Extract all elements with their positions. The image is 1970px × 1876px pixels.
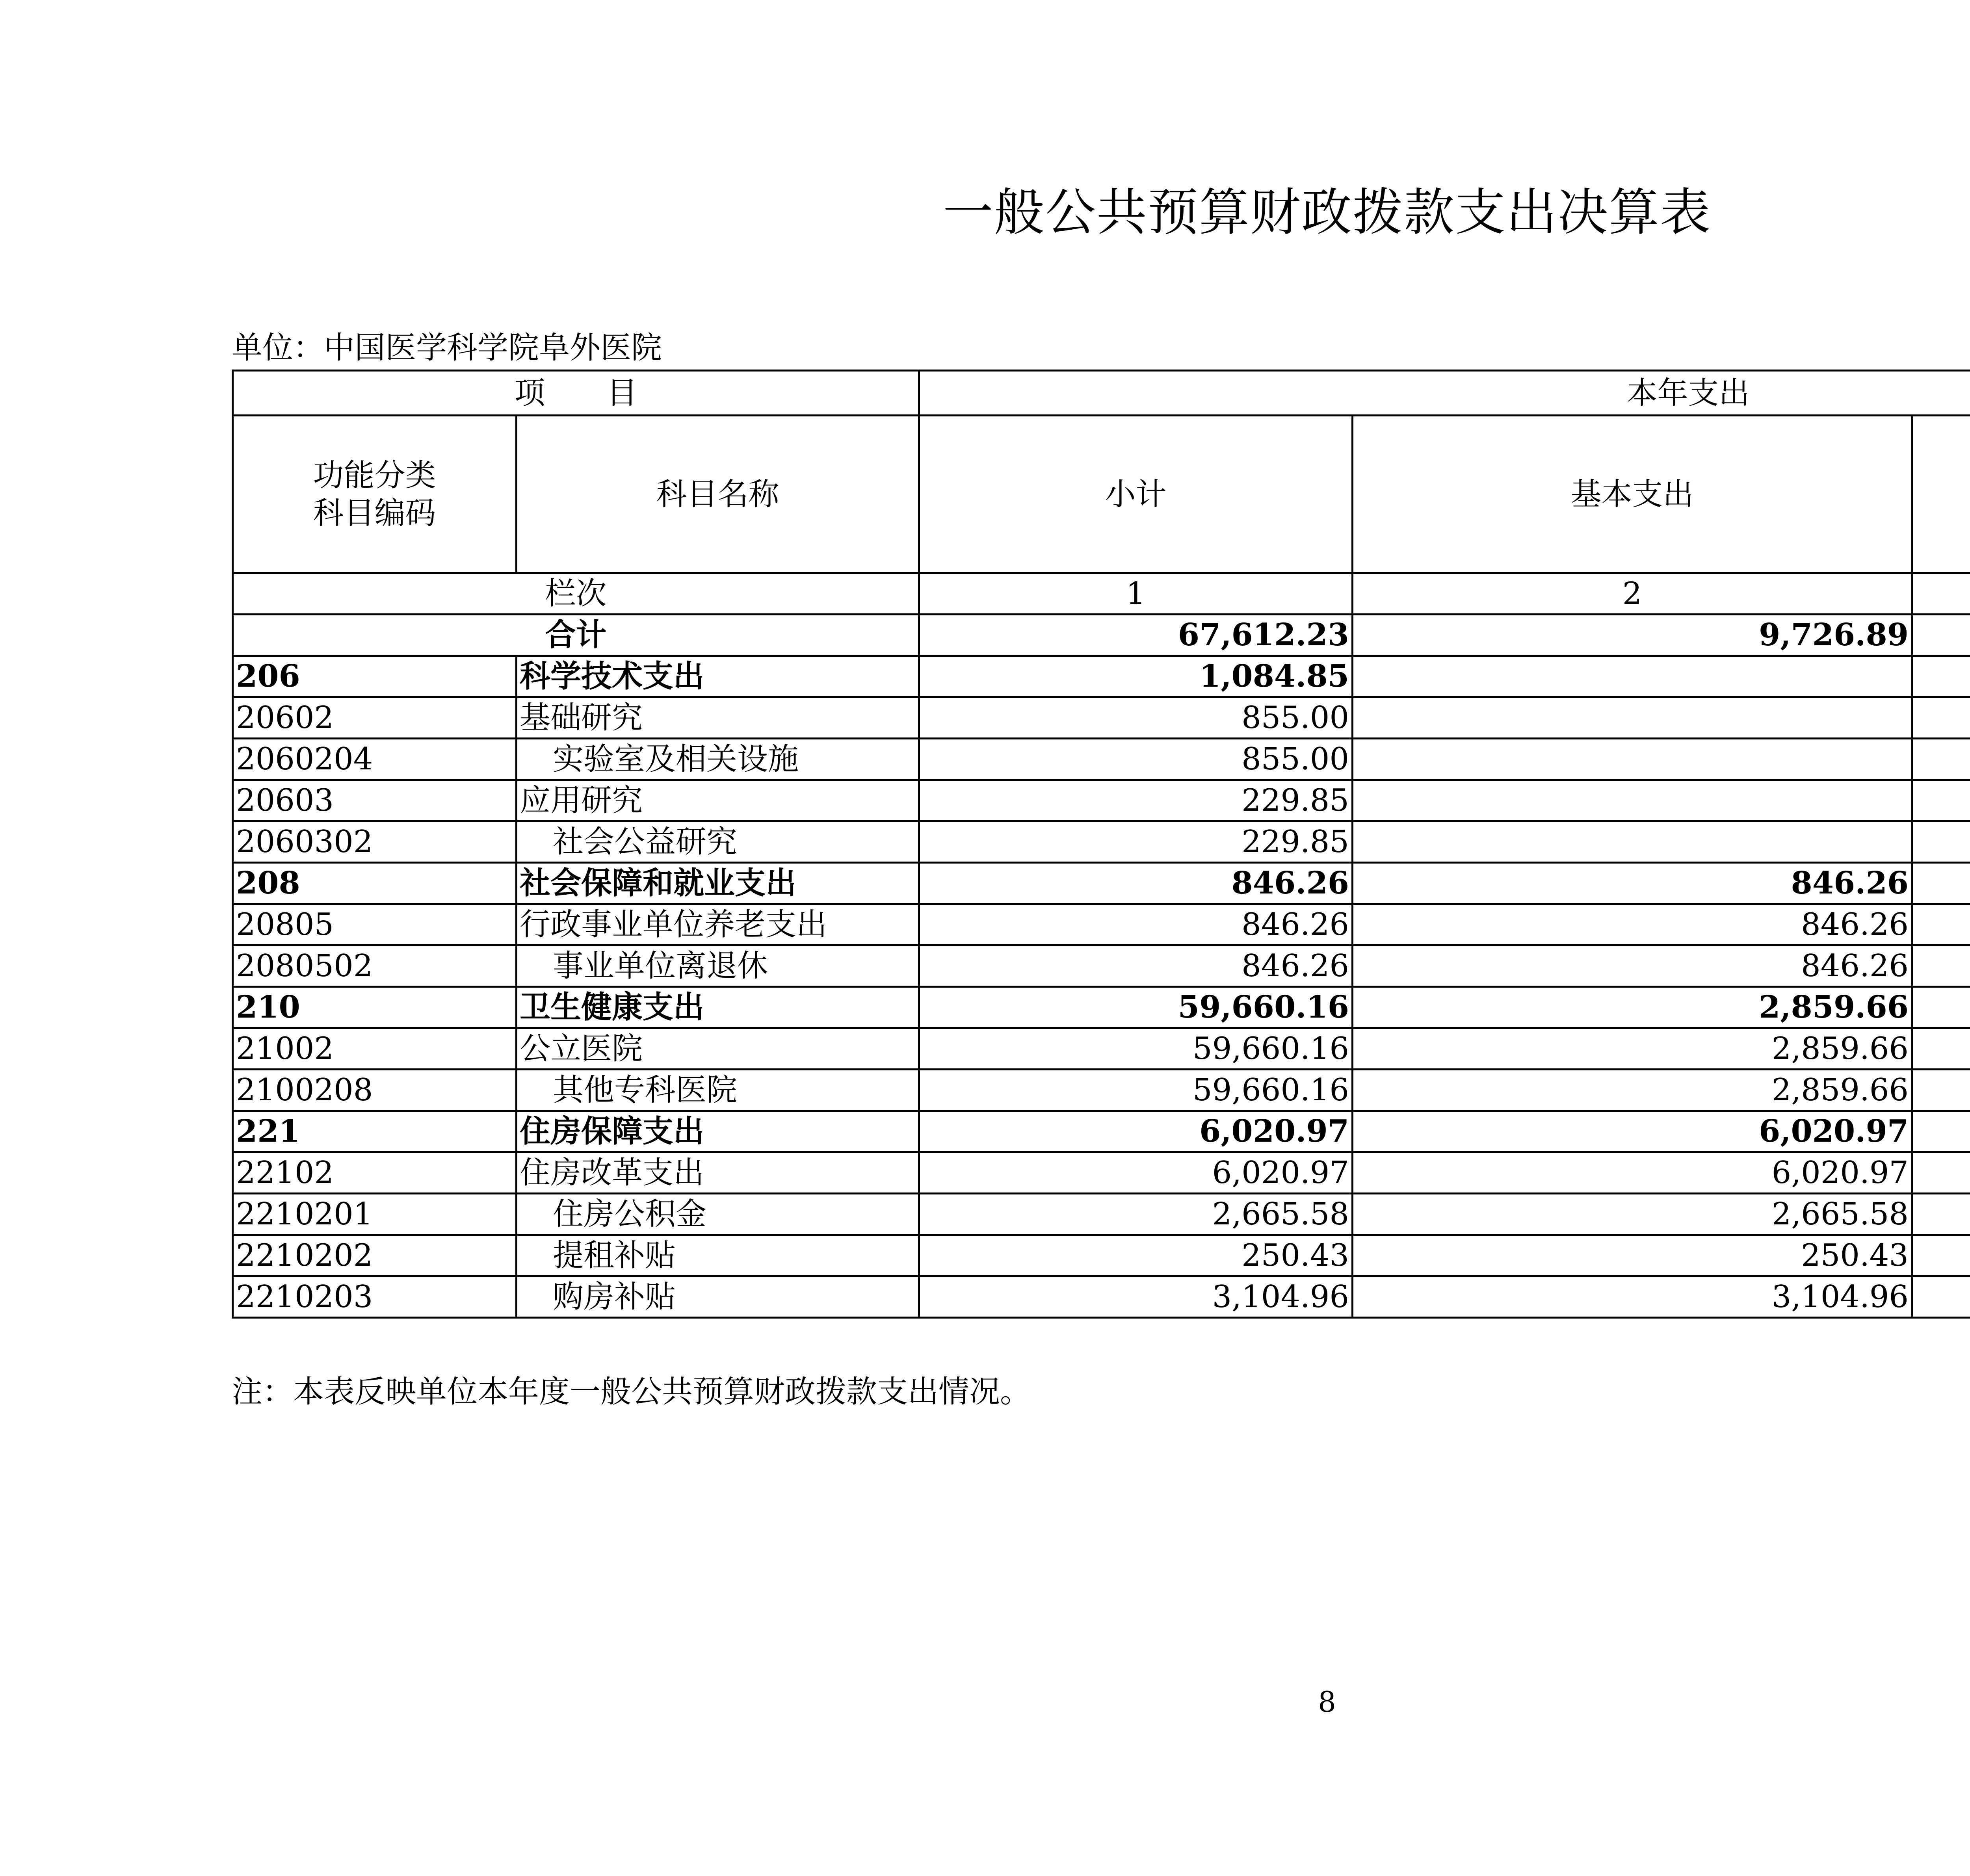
row-subtotal: 229.85 bbox=[919, 780, 1353, 821]
row-name: 实验室及相关设施 bbox=[517, 739, 919, 780]
row-basic bbox=[1353, 780, 1912, 821]
row-basic: 6,020.97 bbox=[1353, 1152, 1912, 1194]
header-subtotal: 小计 bbox=[919, 416, 1353, 573]
row-subtotal: 846.26 bbox=[919, 904, 1353, 945]
row-basic: 2,859.66 bbox=[1353, 987, 1912, 1028]
row-code: 2210202 bbox=[233, 1235, 517, 1276]
header-row-columns bbox=[233, 416, 1970, 573]
row-code: 208 bbox=[233, 863, 517, 904]
total-basic: 9,726.89 bbox=[1353, 615, 1912, 656]
table-row bbox=[233, 1152, 1970, 1194]
header-current-year: 本年支出 bbox=[919, 371, 1970, 416]
header-basic: 基本支出 bbox=[1353, 416, 1912, 573]
row-item bbox=[1912, 697, 1970, 739]
row-basic: 2,859.66 bbox=[1353, 1028, 1912, 1070]
row-item bbox=[1912, 1152, 1970, 1194]
table-row bbox=[233, 987, 1970, 1028]
row-basic: 846.26 bbox=[1353, 945, 1912, 987]
table-note: 注：本表反映单位本年度一般公共预算财政拨款支出情况。 bbox=[232, 1374, 1031, 1410]
row-basic: 2,859.66 bbox=[1353, 1070, 1912, 1111]
row-name: 社会保障和就业支出 bbox=[517, 863, 919, 904]
row-name: 卫生健康支出 bbox=[517, 987, 919, 1028]
row-label: 栏次 bbox=[233, 573, 919, 615]
header-project: 项 目 bbox=[233, 371, 919, 416]
total-label: 合计 bbox=[233, 615, 919, 656]
row-subtotal: 229.85 bbox=[919, 821, 1353, 863]
row-basic: 6,020.97 bbox=[1353, 1111, 1912, 1152]
row-name: 住房公积金 bbox=[517, 1194, 919, 1235]
row-name: 提租补贴 bbox=[517, 1235, 919, 1276]
row-subtotal: 59,660.16 bbox=[919, 1070, 1353, 1111]
row-code: 210 bbox=[233, 987, 517, 1028]
row-code: 20603 bbox=[233, 780, 517, 821]
row-code: 2210201 bbox=[233, 1194, 517, 1235]
total-row bbox=[233, 615, 1970, 656]
row-subtotal: 250.43 bbox=[919, 1235, 1353, 1276]
table-body bbox=[233, 371, 1970, 1318]
row-basic bbox=[1353, 656, 1912, 697]
row-name: 公立医院 bbox=[517, 1028, 919, 1070]
table-row bbox=[233, 1276, 1970, 1318]
row-code: 20805 bbox=[233, 904, 517, 945]
row-subtotal: 59,660.16 bbox=[919, 1028, 1353, 1070]
row-item bbox=[1912, 1235, 1970, 1276]
row-code: 20602 bbox=[233, 697, 517, 739]
row-item bbox=[1912, 821, 1970, 863]
table-row bbox=[233, 821, 1970, 863]
row-code: 206 bbox=[233, 656, 517, 697]
row-subtotal: 6,020.97 bbox=[919, 1152, 1353, 1194]
row-basic bbox=[1353, 697, 1912, 739]
col-index-2: 2 bbox=[1353, 573, 1912, 615]
table-row bbox=[233, 1070, 1970, 1111]
row-item bbox=[1912, 656, 1970, 697]
row-code: 22102 bbox=[233, 1152, 517, 1194]
row-item bbox=[1912, 1111, 1970, 1152]
header-code-label: 功能分类科目编码 bbox=[313, 457, 436, 531]
row-name: 行政事业单位养老支出 bbox=[517, 904, 919, 945]
row-item bbox=[1912, 945, 1970, 987]
row-code: 2060302 bbox=[233, 821, 517, 863]
expenditure-table bbox=[232, 370, 1970, 1319]
row-item bbox=[1912, 1028, 1970, 1070]
total-item bbox=[1912, 615, 1970, 656]
row-subtotal: 3,104.96 bbox=[919, 1276, 1353, 1318]
table-row bbox=[233, 1194, 1970, 1235]
header-name: 科目名称 bbox=[517, 416, 919, 573]
table-row bbox=[233, 945, 1970, 987]
row-subtotal: 846.26 bbox=[919, 945, 1353, 987]
row-name: 科学技术支出 bbox=[517, 656, 919, 697]
row-name: 应用研究 bbox=[517, 780, 919, 821]
table-row bbox=[233, 863, 1970, 904]
row-name: 基础研究 bbox=[517, 697, 919, 739]
row-subtotal: 6,020.97 bbox=[919, 1111, 1353, 1152]
row-code: 2060204 bbox=[233, 739, 517, 780]
row-basic: 2,665.58 bbox=[1353, 1194, 1912, 1235]
row-name: 社会公益研究 bbox=[517, 821, 919, 863]
row-basic: 846.26 bbox=[1353, 904, 1912, 945]
row-basic: 3,104.96 bbox=[1353, 1276, 1912, 1318]
row-item bbox=[1912, 739, 1970, 780]
row-basic: 846.26 bbox=[1353, 863, 1912, 904]
row-code: 2080502 bbox=[233, 945, 517, 987]
row-item bbox=[1912, 1194, 1970, 1235]
col-index-3 bbox=[1912, 573, 1970, 615]
page-number: 8 bbox=[1318, 1685, 1336, 1718]
row-item bbox=[1912, 904, 1970, 945]
row-name: 住房保障支出 bbox=[517, 1111, 919, 1152]
col-index-1: 1 bbox=[919, 573, 1353, 615]
table-row bbox=[233, 739, 1970, 780]
table-row bbox=[233, 697, 1970, 739]
row-code: 221 bbox=[233, 1111, 517, 1152]
header-row-top bbox=[233, 371, 1970, 416]
row-subtotal: 2,665.58 bbox=[919, 1194, 1353, 1235]
unit-organization: 单位：中国医学科学院阜外医院 bbox=[232, 330, 662, 366]
row-basic: 250.43 bbox=[1353, 1235, 1912, 1276]
table-row bbox=[233, 780, 1970, 821]
row-item bbox=[1912, 1276, 1970, 1318]
header-item bbox=[1912, 416, 1970, 573]
row-item bbox=[1912, 863, 1970, 904]
table-row bbox=[233, 1028, 1970, 1070]
row-name: 其他专科医院 bbox=[517, 1070, 919, 1111]
header-code bbox=[233, 416, 517, 573]
column-index-row bbox=[233, 573, 1970, 615]
row-name: 事业单位离退休 bbox=[517, 945, 919, 987]
row-basic bbox=[1353, 821, 1912, 863]
row-code: 2210203 bbox=[233, 1276, 517, 1318]
row-item bbox=[1912, 1070, 1970, 1111]
table-row bbox=[233, 656, 1970, 697]
row-subtotal: 1,084.85 bbox=[919, 656, 1353, 697]
table-row bbox=[233, 904, 1970, 945]
row-code: 2100208 bbox=[233, 1070, 517, 1111]
row-name: 住房改革支出 bbox=[517, 1152, 919, 1194]
total-subtotal: 67,612.23 bbox=[919, 615, 1353, 656]
row-subtotal: 846.26 bbox=[919, 863, 1353, 904]
table-row bbox=[233, 1111, 1970, 1152]
row-basic bbox=[1353, 739, 1912, 780]
table-row bbox=[233, 1235, 1970, 1276]
row-code: 21002 bbox=[233, 1028, 517, 1070]
row-item bbox=[1912, 780, 1970, 821]
row-subtotal: 855.00 bbox=[919, 697, 1353, 739]
page-title: 一般公共预算财政拨款支出决算表 bbox=[942, 183, 1711, 242]
row-subtotal: 855.00 bbox=[919, 739, 1353, 780]
row-subtotal: 59,660.16 bbox=[919, 987, 1353, 1028]
row-name: 购房补贴 bbox=[517, 1276, 919, 1318]
row-item bbox=[1912, 987, 1970, 1028]
